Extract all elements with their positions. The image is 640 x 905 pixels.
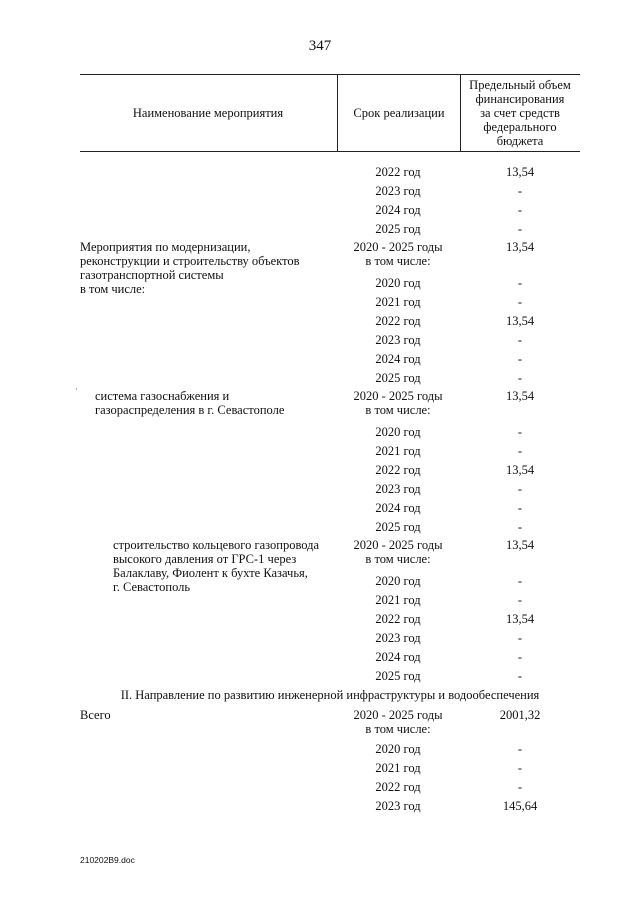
amount-cell: 13,54 [505,389,535,403]
period-cell: 2023 год [375,631,421,645]
period-cell: 2023 год [375,799,421,813]
amount-cell: - [517,780,523,794]
amount-cell: 13,54 [505,314,535,328]
page-number: 347 [308,38,332,54]
activity-name-line: г. Севастополь [113,580,191,594]
table-row [0,352,640,371]
period-cell: 2022 год [375,314,421,328]
amount-cell: - [517,352,523,366]
activity-name-line: система газоснабжения и [95,389,230,403]
amount-cell: - [517,482,523,496]
table-row [0,203,640,222]
table-row [0,799,640,818]
header-amount-line: за счет средств [480,106,560,120]
period-cell: 2021 год [375,593,421,607]
table-row [0,184,640,203]
amount-cell: 145,64 [502,799,538,813]
activity-name-line: в том числе: [80,282,146,296]
amount-cell: 2001,32 [499,708,541,722]
amount-cell: 13,54 [505,538,535,552]
table-row [0,631,640,650]
period-cell: 2020 год [375,574,421,588]
table-row [0,371,640,390]
amount-cell: - [517,650,523,664]
amount-cell: - [517,184,523,198]
period-cell: 2022 год [375,780,421,794]
table-row [0,780,640,799]
amount-cell: - [517,203,523,217]
subtotal-label: в том числе: [365,552,431,566]
subtotal-label: в том числе: [365,722,431,736]
period-cell: 2020 - 2025 годы [353,538,443,552]
amount-cell: - [517,425,523,439]
period-cell: 2023 год [375,333,421,347]
period-cell: 2024 год [375,650,421,664]
header-amount-line: Предельный объем [469,78,571,92]
amount-cell: 13,54 [505,612,535,626]
amount-cell: - [517,333,523,347]
period-cell: 2024 год [375,203,421,217]
period-cell: 2022 год [375,463,421,477]
period-cell: 2020 - 2025 годы [353,240,443,254]
table-row [0,165,640,184]
scan-mark: · [75,385,78,394]
table-row [0,333,640,352]
period-cell: 2025 год [375,222,421,236]
amount-cell: - [517,761,523,775]
activity-name-modernization [80,240,330,296]
table-row [0,482,640,501]
period-cell: 2021 год [375,295,421,309]
period-cell: 2021 год [375,444,421,458]
amount-cell: - [517,371,523,385]
table-row [0,314,640,333]
table-row [0,444,640,463]
section-title: II. Направление по развитию инженерной инфраструктуры и водообеспечения [120,688,540,702]
amount-cell: 13,54 [505,240,535,254]
table-row [0,463,640,482]
table-row [0,650,640,669]
subtotal-label: в том числе: [365,403,431,417]
amount-cell: - [517,593,523,607]
table-row [0,761,640,780]
amount-cell: - [517,222,523,236]
table-row [0,425,640,444]
header-name-column: Наименование мероприятия [132,106,284,120]
period-cell: 2020 год [375,742,421,756]
activity-name-line: Всего [80,708,111,722]
activity-name-line: Балаклаву, Фиолент к бухте Казачья, [113,566,308,580]
period-cell: 2022 год [375,612,421,626]
table-row [0,742,640,761]
amount-cell: - [517,276,523,290]
amount-cell: - [517,631,523,645]
amount-cell: - [517,444,523,458]
amount-cell: 13,54 [505,463,535,477]
period-cell: 2025 год [375,520,421,534]
table-row [0,501,640,520]
activity-name-line: реконструкции и строительству объектов [80,254,300,268]
period-cell: 2024 год [375,352,421,366]
amount-cell: 13,54 [505,165,535,179]
period-cell: 2024 год [375,501,421,515]
amount-cell: - [517,520,523,534]
table-row [0,593,640,612]
period-cell: 2020 - 2025 годы [353,708,443,722]
amount-cell: - [517,742,523,756]
period-cell: 2022 год [375,165,421,179]
period-cell: 2023 год [375,482,421,496]
amount-cell: - [517,574,523,588]
period-cell: 2023 год [375,184,421,198]
header-amount-line: федерального [483,120,557,134]
table-header [80,74,580,152]
activity-name-line: Мероприятия по модернизации, [80,240,251,254]
header-amount-column [460,75,580,151]
subtotal-label: в том числе: [365,254,431,268]
document-footer: 210202B9.doc [80,855,135,865]
table-row [0,295,640,314]
period-cell: 2020 год [375,276,421,290]
header-amount-line: бюджета [496,134,544,148]
period-cell: 2025 год [375,371,421,385]
activity-name-line: высокого давления от ГРС-1 через [113,552,297,566]
activity-name-pipeline [113,538,333,594]
header-period-column: Срок реализации [337,75,461,151]
activity-name-total [80,708,280,722]
amount-cell: - [517,295,523,309]
header-amount-line: финансирования [475,92,565,106]
activity-name-line: строительство кольцевого газопровода [113,538,320,552]
table-row [0,669,640,688]
table-row [0,612,640,631]
table-row [0,222,640,241]
table-row [0,520,640,539]
amount-cell: - [517,501,523,515]
amount-cell: - [517,669,523,683]
activity-name-line: газотранспортной системы [80,268,224,282]
period-cell: 2025 год [375,669,421,683]
activity-name-gas-supply [95,389,325,417]
activity-name-line: газораспределения в г. Севастополе [95,403,285,417]
period-cell: 2020 - 2025 годы [353,389,443,403]
period-cell: 2021 год [375,761,421,775]
period-cell: 2020 год [375,425,421,439]
